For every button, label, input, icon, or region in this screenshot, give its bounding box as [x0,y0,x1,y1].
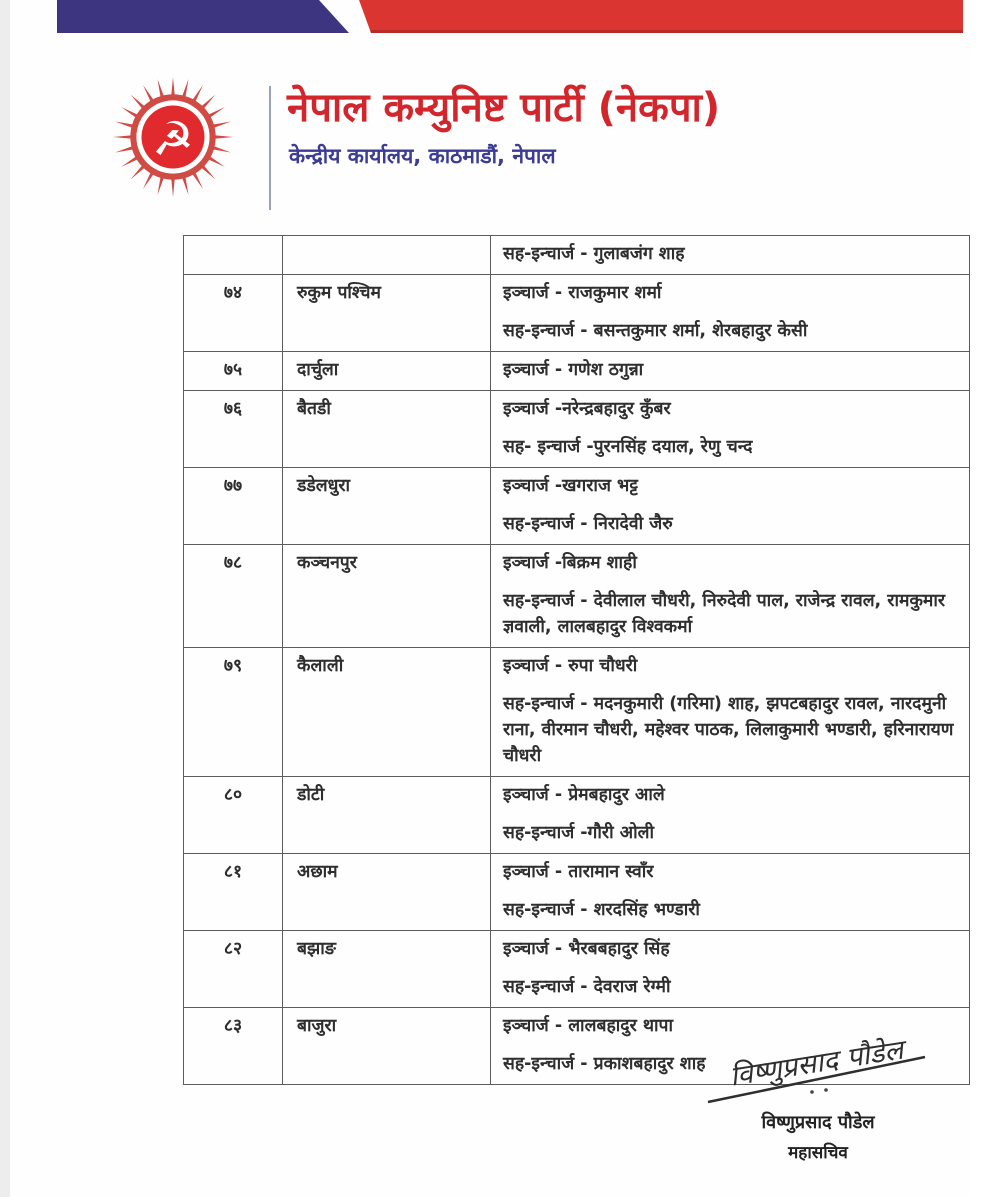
incharge-line: सह- इन्चार्ज -पुरनसिंह दयाल, रेणु चन्द [503,437,753,457]
district-cell: बैतडी [283,391,491,468]
incharge-details-cell [491,236,970,275]
incharge-line: इञ्चार्ज - रुपा चौधरी [503,656,638,676]
table-row [184,648,970,777]
serial-number-cell: ८३ [184,1008,283,1085]
district-cell: डोटी [283,777,491,854]
signature-scribble [700,1032,936,1108]
incharge-line: इञ्चार्ज - गणेश ठगुन्ना [503,360,644,380]
incharge-line: इञ्चार्ज -बिक्रम शाही [503,553,637,573]
incharge-details-cell [491,352,970,391]
table-row [184,391,970,468]
signatory-role: महासचिव [788,1143,848,1163]
serial-number-cell: ७६ [184,391,283,468]
incharge-line: सह-इन्चार्ज - गुलाबजंग शाह [503,244,685,264]
district-cell: अछाम [283,854,491,931]
serial-number-cell: ८२ [184,931,283,1008]
incharge-line: सह-इन्चार्ज - मदनकुमारी (गरिमा) शाह, झपटबहादुर रावल, नारदमुनी राना, वीरमान चौधरी, महेश्वर पाठक, लिलाकुमारी भण्डारी, हरिनारायण चौधरी [503,694,954,766]
incharge-table-body [184,236,970,1085]
page-title: नेपाल कम्युनिष्ट पार्टी (नेकपा) [287,85,721,131]
serial-number-cell: ८० [184,777,283,854]
incharge-line: इञ्चार्ज - भैरबबहादुर सिंह [503,939,670,959]
incharge-line: सह-इन्चार्ज - बसन्तकुमार शर्मा, शेरबहादुर केसी [503,321,808,341]
table-row [184,468,970,545]
serial-number-cell: ७७ [184,468,283,545]
incharge-line: सह-इन्चार्ज -गौरी ओली [503,823,654,843]
district-cell: कञ्चनपुर [283,545,491,648]
incharge-line: इञ्चार्ज - प्रेमबहादुर आले [503,785,665,805]
incharge-details-cell [491,468,970,545]
table-row [184,352,970,391]
incharge-line: इञ्चार्ज -खगराज भट्ट [503,476,638,496]
incharge-line: सह-इन्चार्ज - निरादेवी जैरु [503,514,673,534]
table-row [184,931,970,1008]
table-row [184,275,970,352]
serial-number-cell: ७९ [184,648,283,777]
incharge-line: इञ्चार्ज - तारामान स्वाँर [503,862,654,882]
incharge-line: सह-इन्चार्ज - प्रकाशबहादुर शाह [503,1054,706,1074]
district-cell: रुकुम पश्चिम [283,275,491,352]
serial-number-cell: ७५ [184,352,283,391]
incharge-details-cell [491,275,970,352]
table-row [184,777,970,854]
serial-number-cell: ७८ [184,545,283,648]
incharge-line: सह-इन्चार्ज - देवीलाल चौधरी, निरुदेवी पाल, राजेन्द्र रावल, रामकुमार ज्ञवाली, लालबहादुर विश्वकर्मा [503,591,946,637]
scan-edge-strip [0,0,10,1197]
letterhead-banner [57,0,963,33]
district-cell: दार्चुला [283,352,491,391]
incharge-details-cell [491,648,970,777]
signature-block [698,1032,938,1163]
table-row [184,854,970,931]
incharge-details-cell [491,931,970,1008]
serial-number-cell: ७४ [184,275,283,352]
incharge-line: सह-इन्चार्ज - शरदसिंह भण्डारी [503,900,700,920]
district-cell: कैलाली [283,648,491,777]
incharge-line: इञ्चार्ज - लालबहादुर थापा [503,1016,674,1036]
incharge-line: इञ्चार्ज - राजकुमार शर्मा [503,283,662,303]
party-emblem-icon [112,76,234,198]
incharge-line: सह-इन्चार्ज - देवराज रेग्मी [503,977,671,997]
page-subtitle: केन्द्रीय कार्यालय, काठमाडौं, नेपाल [289,144,556,168]
signatory-name: विष्णुप्रसाद पौडेल [761,1112,875,1133]
table-row [184,545,970,648]
serial-number-cell [184,236,283,275]
incharge-details-cell [491,391,970,468]
letterhead-titles [287,82,927,170]
district-cell [283,236,491,275]
hammer-sickle-icon: ☭ [152,113,194,168]
serial-number-cell: ८१ [184,854,283,931]
document-page [10,0,970,1197]
incharge-details-cell [491,777,970,854]
table-row [184,236,970,275]
incharge-details-cell [491,545,970,648]
incharge-line: इञ्चार्ज -नरेन्द्रबहादुर कुँबर [503,399,671,419]
district-cell: डडेलधुरा [283,468,491,545]
district-cell: बाजुरा [283,1008,491,1085]
district-cell: बझाङ [283,931,491,1008]
incharge-details-cell [491,854,970,931]
incharge-table [183,235,970,1085]
header-divider [269,86,271,210]
handwritten-signature-text: विष्णुप्रसाद पौडेल [727,1035,900,1093]
